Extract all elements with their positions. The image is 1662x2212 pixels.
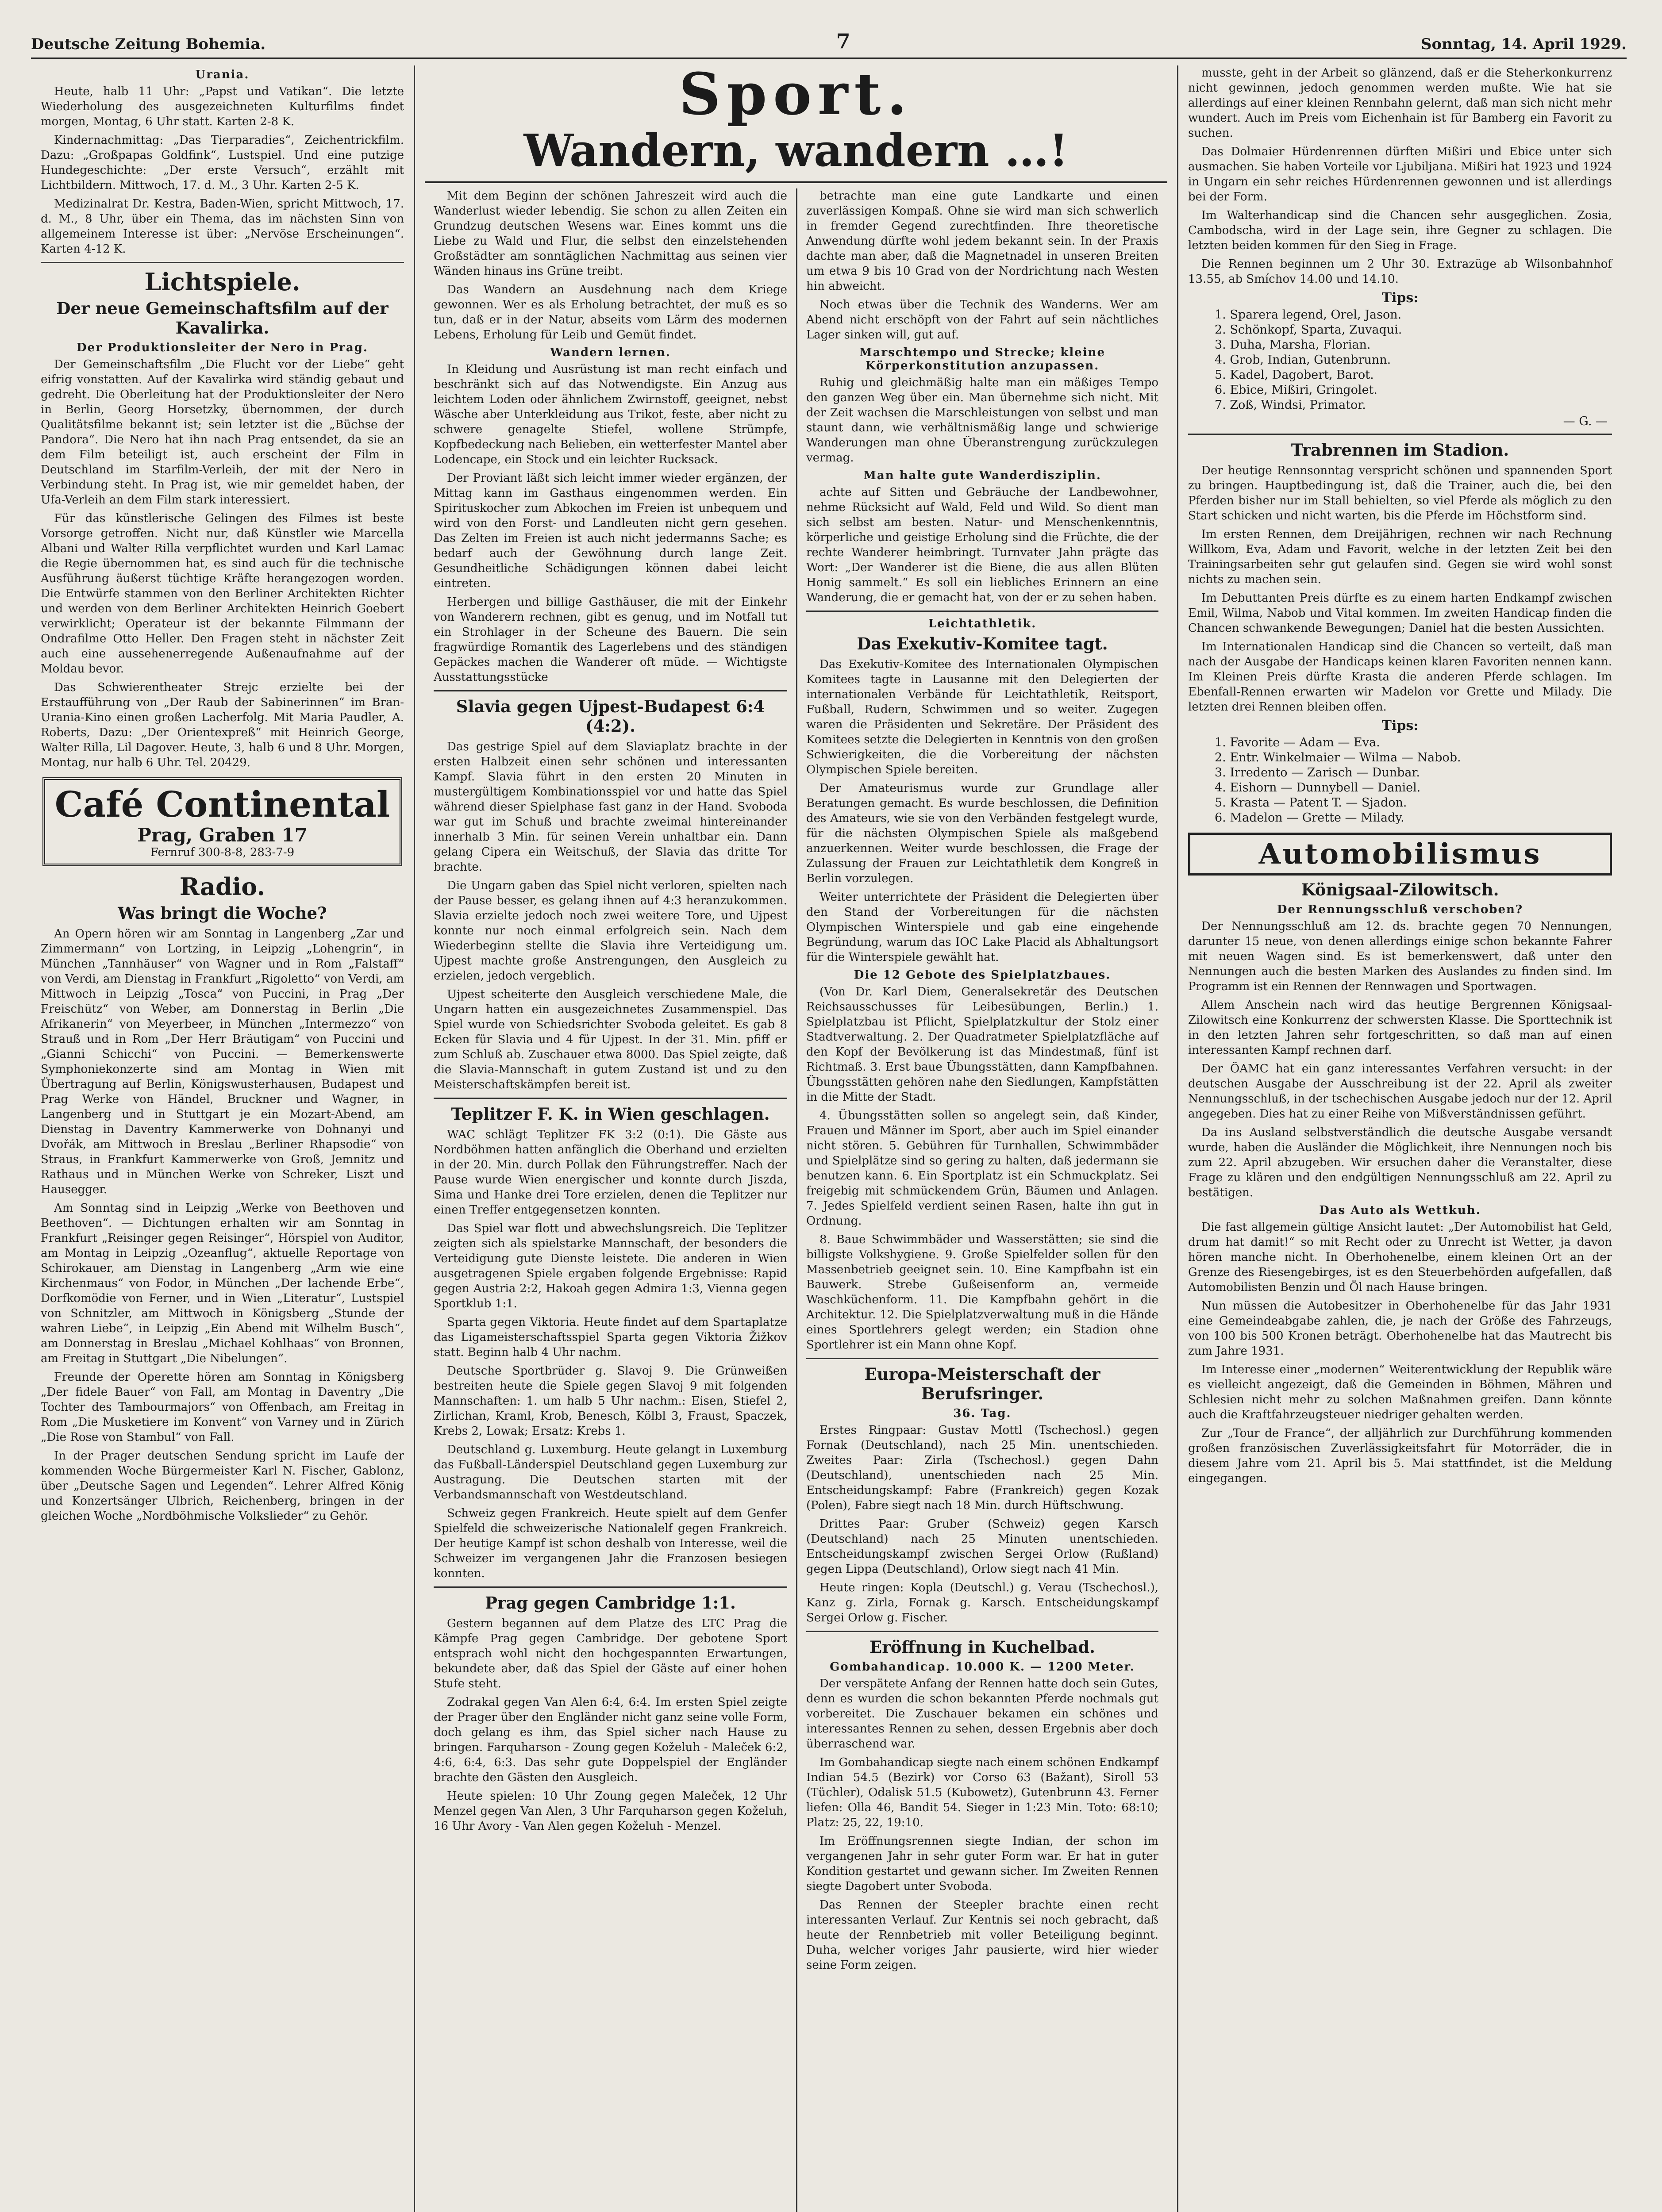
trab-p2: Im ersten Rennen, dem Dreijährigen, rechnen wir nach Rechnung Willkom, Eva, Adam und Favorit, welche in der letzten Zeit bei den Trainingsarbeiten sehr gut gelaufen sind. Gegen sie wird wohl sonst nichts zu machen sein. xyxy=(1188,528,1612,586)
sparta-p4: Schweiz gegen Frankreich. Heute spielt auf dem Genfer Spielfeld die schweizerische Nationalelf gegen Frankreich. Der heutige Kampf ist schon deshalb von Interesse, weil die Schweizer im vergangenen Jahr die Franzosen besiegen konnten. xyxy=(434,1507,787,1580)
lichtspiele-p1: Der Gemeinschaftsfilm „Die Flucht vor der Liebe“ geht eifrig vonstatten. Auf der Kavalirka wird ständig gebaut und gedreht. Die Oberleitung hat der Produktionsleiter der Nero in Berlin, Georg Horsetzky, übernommen, der durch Qualitätsfilme bekannt ist; sein letzter ist die „Büchse der Pandora“. Die Nero hat ihn nach Prag entsendet, da sie an dem Film beteiligt ist, auch erscheint der Film in Deutschland im Starfilm-Verleih, der mit der Nero in Verbindung steht. In Prag ist, wie mir gemeldet haben, der Ufa-Verleih an dem Film stark interessiert. xyxy=(41,358,404,507)
kuchelbad-p4: Das Rennen der Steepler brachte einen recht interessanten Verlauf. Zur Kentnis sei noch gebracht, daß heute der Rennbetrieb mit voller Beteiligung beginnt. Duha, welcher voriges Jahr pausierte, wird hier wieder seine Form zeigen. xyxy=(806,1898,1158,1972)
sport-headline: Wandern, wandern …! xyxy=(425,126,1167,183)
radio-p3: Freunde der Operette hören am Sonntag in Königsberg „Der fidele Bauer“ von Fall, am Montag in Daventry „Die Tochter des Tambourmajors“ von Offenbach, am Freitag in Rom „Die Musketiere im Konvent“ von Varney und in Zürich „Die Rose von Stambul“ von Fall. xyxy=(41,1371,404,1444)
intro-p4: Die Rennen beginnen um 2 Uhr 30. Extrazüge ab Wilsonbahnhof 13.55, ab Smíchov 14.00 und 14.10. xyxy=(1188,257,1612,286)
lichtspiele-title: Lichtspiele. xyxy=(144,268,300,296)
lichtspiele-p3: Das Schwierentheater Strejc erzielte bei der Erstaufführung von „Der Raub der Sabinerinnen“ im Bran-Urania-Kino einen großen Lacherfolg. Mit Maria Paudler, A. Roberts, Dazu: „Der Orientexpreß“ mit Heinrich George, Walter Rilla, Lil Dagover. Heute, 3, halb 6 und 8 Uhr. Morgen, Montag, nur halb 6 Uhr. Tel. 20429. xyxy=(41,681,404,769)
tip-item: 7. Zoß, Windsi, Primator. xyxy=(1215,398,1366,412)
spielplatz-title: Die 12 Gebote des Spielplatzbaues. xyxy=(854,968,1111,982)
tip-item: 6. Ebice, Mißiri, Gringolet. xyxy=(1215,383,1377,397)
sport-subcolumns xyxy=(425,188,1167,2212)
wandern-p5: Herbergen und billige Gasthäuser, die mit der Einkehr von Wanderern rechnen, gibt es genug, und im Notfall tut ein Strohlager in der Scheune des Bauern. Die sein fragwürdige Romantik des Lagerlebens und des ständigen Gepäckes machen die Wanderer oft müde. — Wichtigste Ausstattungsstücke xyxy=(434,595,787,684)
leichtathletik-p3: Weiter unterrichtete der Präsident die Delegierten über den Stand der Vorbereitungen für die nächsten Olympischen Winterspiele und gab eine eingehende Begründung, warum das IOC Lake Placid als Abhaltungsort für die Winterspiele gewählt hat. xyxy=(806,891,1158,964)
teplitz-title: Teplitzer F. K. in Wien geschlagen. xyxy=(451,1104,770,1124)
cambridge-title: Prag gegen Cambridge 1:1. xyxy=(485,1593,736,1613)
divider xyxy=(41,262,404,263)
lichtspiele-byline: Der Produktionsleiter der Nero in Prag. xyxy=(77,341,368,354)
tip-item: 1. Sparera legend, Orel, Jason. xyxy=(1215,308,1402,322)
radio-p1: An Opern hören wir am Sonntag in Langenberg „Zar und Zimmermann“ von Lortzing, in Leipzig „Lohengrin“, in München „Tannhäuser“ von Wagner und in Rom „Falstaff“ von Verdi, am Dienstag in Frankfurt „Rigoletto“ von Verdi, am Mittwoch in Leipzig „Tosca“ von Puccini, in Prag „Der Freischütz“ von Weber, am Donnerstag in Berlin „Die Afrikanerin“ von Meyerbeer, in München „Intermezzo“ von Strauß und in Rom „Der Herr Bräutigam“ von Puccini und „Gianni Schicchi“ von Puccini. — Bemerkenswerte Symphoniekonzerte sind am Montag in Wien mit Übertragung auf Berlin, Königswusterhausen, Budapest und Prag Werke von Händel, Bruckner und Wagner, in Langenberg und in Stuttgart je ein Mozart-Abend, am Dienstag in Daventry Kammerwerke von Dohnanyi und Dvořák, am Mittwoch in Breslau „Berliner Rhapsodie“ von Straus, in Frankfurt Kammerwerke von Groß, Jemnitz und Rathaus und in München Werke von Schreker, Liszt und Hausegger. xyxy=(41,927,404,1196)
divider xyxy=(434,690,787,691)
teplitz-p1: WAC schlägt Teplitzer FK 3:2 (0:1). Die Gäste aus Nordböhmen hatten anfänglich die Oberhand und erzielten in der 20. Min. durch Pollak den Führungstreffer. Nach der Pause wurde Wien energischer und konnte durch Jiszda, Sima und Hanke drei Tore erzielen, denen die Teplitzer nur einen Treffer entgegensetzen konnten. xyxy=(434,1128,787,1217)
tip-item: 3. Irredento — Zarisch — Dunbar. xyxy=(1215,766,1420,780)
radio-p2: Am Sonntag sind in Leipzig „Werke von Beethoven und Beethoven“. — Dichtungen erhalten wir am Sonntag in Frankfurt „Reisinger gegen Reisinger“, Hörspiel von Auditor, am Montag in Leipzig „Ozeanflug“, aktuelle Reportage von Schirokauer, am Dienstag in Langenberg „Arm wie eine Kirchenmaus“ von Fodor, in München „Der lachende Erbe“, Dorfkomödie von Ferner, und in Wien „Literatur“, Lustspiel von Schnitzler, am Mittwoch in Königsberg „Stunde der wahren Liebe“, in Leipzig „Ein Abend mit Wilhelm Busch“, am Donnerstag in Breslau „Michael Kohlhaas“ von Bronnen, am Freitag in Stuttgart „Die Nibelungen“. xyxy=(41,1202,404,1365)
wandern-sub2: Marschtempo und Strecke; kleine Körperkonstitution anzupassen. xyxy=(859,346,1106,373)
slavia-p1: Das gestrige Spiel auf dem Slaviaplatz brachte in der ersten Halbzeit einen sehr schönen und interessanten Kampf. Slavia führt in den ersten 20 Minuten in mustergültigem Kombinationsspiel vor und hatte das Spiel während dieser Spielphase fast ganz in der Hand. Svoboda war gut im Schuß und brachte zweimal hintereinander innerhalb 3 Min. für seinen Verein unhaltbar ein. Dann gelang Cipera ein Weitschuß, der Slavia das dritte Tor brachte. xyxy=(434,740,787,874)
automobil-p1: Der Nennungsschluß am 12. ds. brachte gegen 70 Nennungen, darunter 15 neue, von denen allerdings einige schon bekannte Fahrer mit neuen Wagen sind. Es ist bemerkenswert, daß unter den Nennungen auch die besten Marken des Auslandes zu finden sind. Im Programm ist ein Rennen der Rennwagen und Sportwagen. xyxy=(1188,920,1612,993)
masthead-left: Deutsche Zeitung Bohemia. xyxy=(31,35,266,53)
sport-column xyxy=(414,65,1177,2212)
tip-item: 2. Entr. Winkelmaier — Wilma — Nabob. xyxy=(1215,751,1461,764)
automobil-p2: Allem Anschein nach wird das heutige Bergrennen Königsaal-Zilowitsch eine Konkurrenz der schwersten Klasse. Die Sporttechnik ist in den letzten Jahren sehr fortgeschritten, so daß man auf einen interessanten Kampf rechnen darf. xyxy=(1188,998,1612,1057)
sport-left-subcolumn xyxy=(425,188,796,2212)
cambridge-p3: Heute spielen: 10 Uhr Zoung gegen Maleček, 12 Uhr Menzel gegen Van Alen, 3 Uhr Farquharson gegen Koželuh, 16 Uhr Avory - Van Alen gegen Koželuh - Menzel. xyxy=(434,1790,787,1833)
wandern-p9: achte auf Sitten und Gebräuche der Landbewohner, nehme Rücksicht auf Wald, Feld und Wild. So dient man sich selbst am besten. Natur- und Menschenkenntnis, körperliche und geistige Erholung sind die Früchte, die der rechte Wanderer heimbringt. Turnvater Jahn prägte das Wort: „Der Wanderer ist die Biene, die aus allen Blüten Honig sammelt.“ Es soll ein liebliches Erinnern an eine Wanderung, die er gemacht hat, von der er zu sehen haben. xyxy=(806,486,1158,604)
divider xyxy=(434,1586,787,1588)
motorrad-title: Das Auto als Wettkuh. xyxy=(1319,1204,1481,1217)
urania-p1: Heute, halb 11 Uhr: „Papst und Vatikan“. Die letzte Wiederholung des ausgezeichneten Kulturfilms findet morgen, Montag, 6 Uhr statt. Karten 2-8 K. xyxy=(41,85,404,128)
wandern-p8: Ruhig und gleichmäßig halte man ein mäßiges Tempo den ganzen Weg über ein. Man übernehme sich nicht. Mit der Zeit wachsen die Marschleistungen von selbst und man staunt dann, wie verhältnismäßig lange und schwierige Wanderungen man ohne Überanstrengung zurückzulegen vermag. xyxy=(806,376,1158,465)
urania-p2: Kindernachmittag: „Das Tierparadies“, Zeichentrickfilm. Dazu: „Großpapas Goldfink“, Lustspiel. Und eine putzige Hundegeschichte: „Der erste Versuch“, erzählt mit Lichtbildern. Mittwoch, 17. d. M., 3 Uhr. Karten 2-5 K. xyxy=(41,134,404,192)
intro-p2: Das Dolmaier Hürdenrennen dürften Mißiri und Ebice unter sich ausmachen. Sie haben Vorteile vor Ljubiljana. Mißiri hat 1923 und 1924 in Ungarn ein sehr reiches Hürdenrennen gewonnen und ist allerdings bei der Form. xyxy=(1188,145,1612,204)
ad-name: Café Continental xyxy=(54,783,390,825)
automobil-p4: Da ins Ausland selbstverständlich die deutsche Ausgabe versandt wurde, haben die Ausländer die Möglichkeit, ihre Nennungen noch bis zum 22. April abzugeben. Wir ersuchen daher die Veranstalter, diese Frage zu klären und den endgültigen Nennungsschluß am 22. April zu bestätigen. xyxy=(1188,1126,1612,1199)
winner-tips-title: Tips: xyxy=(1381,718,1419,733)
tips-list xyxy=(1215,307,1612,413)
ringer-p3: Heute ringen: Kopla (Deutschl.) g. Verau (Tschechosl.), Kanz g. Zirla, Fornak g. Karsch. Entscheidungskampf Sergei Orlow g. Fischer. xyxy=(806,1581,1158,1624)
left-column xyxy=(31,65,414,2212)
wandern-p6: betrachte man eine gute Landkarte und einen zuverlässigen Kompaß. Ohne sie wird man sich schwerlich in fremder Gegend zurechtfinden. Ihre theoretische Anwendung dürfte wohl jedem bekannt sein. In der Praxis dachte man aber, daß die Magnetnadel in unseren Breiten um etwa 9 bis 10 Grad von der Nordrichtung nach Westen hin abweicht. xyxy=(806,189,1158,293)
wandern-p3: In Kleidung und Ausrüstung ist man recht einfach und beschränkt sich auf das Notwendigste. Ein Anzug aus leichtem Loden oder ähnlichem Zwirnstoff, geeignet, nebst Wäsche aber Unterkleidung aus Trikot, feste, aber nicht zu schwere genagelte Stiefel, wollene Strümpfe, Kopfbedeckung nach Belieben, ein wetterfester Mantel aber Lodencape, ein Stock und ein leichter Rucksack. xyxy=(434,363,787,466)
tips-signature: — G. — xyxy=(1563,415,1608,428)
slavia-p3: Ujpest scheiterte den Ausgleich verschiedene Male, die Ungarn hatten ein ausgezeichnetes Zusammenspiel. Das Spiel wurde von Schiedsrichter Svoboda geleitet. Es gab 8 Ecken für Slavia und 4 für Ujpest. In der 31. Min. pfiff er zum Schluß ab. Zuschauer etwa 8000. Das Spiel zeigte, daß die Slavia-Mannschaft in gutem Zustand ist und zu den Meisterschaftskämpfen bereit ist. xyxy=(434,988,787,1091)
sparta-p1: Sparta gegen Viktoria. Heute findet auf dem Spartaplatze das Ligameisterschaftsspiel Sparta gegen Viktoria Žižkov statt. Beginn halb 4 Uhr nachm. xyxy=(434,1316,787,1359)
slavia-p2: Die Ungarn gaben das Spiel nicht verloren, spielten nach der Pause besser, es gelang ihnen auf 4:3 heranzukommen. Slavia erzielte jedoch noch zwei weitere Tore, und Ujpest konnte nur noch einmal erfolgreich sein. Nach dem Wiederbeginn stellte die Slavia ihre Verteidigung um. Ujpest machte große Anstrengungen, den Ausgleich zu erzielen, jedoch vergeblich. xyxy=(434,879,787,983)
tips-title: Tips: xyxy=(1381,290,1419,306)
spielplatz-p2: 4. Übungsstätten sollen so angelegt sein, daß Kinder, Frauen und Männer im Sport, aber auch im Spiel einander nicht stören. 5. Gebühren für Turnhallen, Schwimmbäder und Spielplätze sind so gering zu halten, daß jedermann sie benutzen kann. 6. Ein Sportplatz ist ein Schmuckplatz. Sei freigebig mit schmückendem Grün, Bäumen und Anlagen. 7. Jedes Spielfeld verdient seinen Rasen, halte ihn gut in Ordnung. xyxy=(806,1109,1158,1228)
tip-item: 6. Madelon — Grette — Milady. xyxy=(1215,811,1404,825)
spielplatz-p3: 8. Baue Schwimmbäder und Wasserstätten; sie sind die billigste Volkshygiene. 9. Große Spielfelder sollen für den Massenbetrieb geeignet sein. 10. Eine Kampfbahn ist ein Bauwerk. Strebe Gußeisenform an, vermeide Waschküchenform. 11. Die Kampfbahn gehört in die Architektur. 12. Die Spielplatzverwaltung muß in die Hände eines Sportlehrers gelegt werden; ein Stadion ohne Sportlehrer ist ein Mann ohne Kopf. xyxy=(806,1233,1158,1352)
leichtathletik-p2: Der Amateurismus wurde zur Grundlage aller Beratungen gemacht. Es wurde beschlossen, die Definition des Amateurs, wie sie von den Verbänden festgelegt wurde, für die nächsten Olympischen Spiele als maßgebend anzuerkennen. Weiter wurde beschlossen, die Frage der Zulassung der Frauen zur Leichtathletik dem Kongreß in Berlin vorzulegen. xyxy=(806,782,1158,885)
trab-p3: Im Debuttanten Preis dürfte es zu einem harten Endkampf zwischen Emil, Wilma, Nabob und Vital kommen. Im zweiten Handicap finden die Chancen schwankende Bewegungen; Daniel hat die besten Aussichten. xyxy=(1188,591,1612,635)
kuchelbad-p3: Im Eröffnungsrennen siegte Indian, der schon im vergangenen Jahr in sehr guter Form war. Er hat in guter Kondition gestartet und gewann sicher. Im Zweiten Rennen siegte Dagobert unter Svoboda. xyxy=(806,1835,1158,1893)
cambridge-p1: Gestern begannen auf dem Platze des LTC Prag die Kämpfe Prag gegen Cambridge. Der gebotene Sport entsprach wohl nicht den hochgespannten Erwartungen, bekundete aber, daß das Spiel der Gäste auf einer hohen Stufe steht. xyxy=(434,1617,787,1690)
kuchelbad-title: Eröffnung in Kuchelbad. xyxy=(869,1637,1095,1657)
leichtathletik-subtitle: Das Exekutiv-Komitee tagt. xyxy=(857,634,1108,653)
divider xyxy=(1188,434,1612,435)
tip-item: 3. Duha, Marsha, Florian. xyxy=(1215,338,1371,352)
motorrad-p3: Im Interesse einer „modernen“ Weiterentwicklung der Republik wäre es vielleicht angezeigt, daß die Gemeinden in Böhmen, Mähren und Schlesien nicht mehr zu solchen Maßnahmen greifen. Dann könnte auch die Kraftfahrzeugsteuer niedriger gehalten werden. xyxy=(1188,1363,1612,1421)
motorrad-p2: Nun müssen die Autobesitzer in Oberhohenelbe für das Jahr 1931 eine Gemeindeabgabe zahlen, die, je nach der Größe des Fahrzeugs, von 100 bis 500 Kronen beträgt. Oberhohenelbe hat das Mautrecht bis zum Jahre 1931. xyxy=(1188,1299,1612,1358)
kuchelbad-p2: Im Gombahandicap siegte nach einem schönen Endkampf Indian 54.5 (Bezirk) vor Corso 63 (Bažant), Siroll 53 (Tüchler), Odalisk 51.5 (Kubowetz), Gutenbrunn 43. Ferner liefen: Olla 46, Bandit 54. Sieger in 1:23 Min. Toto: 68:10; Platz: 25, 22, 19:10. xyxy=(806,1756,1158,1829)
tip-item: 5. Krasta — Patent T. — Sjadon. xyxy=(1215,796,1407,810)
ringer-day: 36. Tag. xyxy=(953,1407,1012,1420)
motorrad-p1: Die fast allgemein gültige Ansicht lautet: „Der Automobilist hat Geld, drum hat damit!“ so mit Recht oder zu Unrecht ist Wetter, ja davon hören manche nicht. In Oberhohenelbe, einem kleinen Ort an der Grenze des Riesengebirges, ist es den Steuerbehörden aufgefallen, daß Automobilisten Benzin und Öl nach Hause bringen. xyxy=(1188,1221,1612,1294)
wandern-p1: Mit dem Beginn der schönen Jahreszeit wird auch die Wanderlust wieder lebendig. Sie schon zu allen Zeiten ein Grundzug deutschen Wesens war. Eines kommt uns die Liebe zu Wald und Flur, die selbst den einzelstehenden Großstädter am sonntäglichen Nachmittag aus seinen vier Wänden hinaus ins Grüne treibt. xyxy=(434,189,787,278)
kuchelbad-p1: Der verspätete Anfang der Rennen hatte doch sein Gutes, denn es wurden die schon bekannten Pferde nochmals gut vorbereitet. Die Zuschauer bekamen ein schönes und interessantes Rennen zu sehen, dessen Ergebnis aber doch überraschend war. xyxy=(806,1677,1158,1751)
automobil-subtitle: Der Rennungsschluß verschoben? xyxy=(1277,903,1524,916)
tip-item: 4. Grob, Indian, Gutenbrunn. xyxy=(1215,353,1391,367)
radio-title: Radio. xyxy=(179,872,265,901)
lichtspiele-p2: Für das künstlerische Gelingen des Filmes ist beste Vorsorge getroffen. Nicht nur, daß Künstler wie Marcella Albani und Walter Rilla verpflichtet wurden und Karl Lamac die Regie übernommen hat, es sind auch für die technische Ausführung äußerst tüchtige Kräfte herangezogen worden. Die Entwürfe stammen von den Berliner Architekten Richter und werden von dem Berliner Architekten Heinrich Goebert verwirklicht; Operateur ist der bekannte Filmmann der Ondrafilme Otto Heller. Den Fragen steht in nächster Zeit auch eine aussehenerregende Außenaufnahme auf der Moldau bevor. xyxy=(41,512,404,676)
urania-title: Urania. xyxy=(195,68,250,81)
urania-p3: Medizinalrat Dr. Kestra, Baden-Wien, spricht Mittwoch, 17. d. M., 8 Uhr, über ein Thema, das im nächsten Sinn von allgemeinem Interesse ist über: „Nervöse Erscheinungen“. Karten 4-12 K. xyxy=(41,197,404,256)
sport-right-subcolumn xyxy=(796,188,1167,2212)
wandern-p2: Das Wandern an Ausdehnung nach dem Kriege gewonnen. Wer es als Erholung betrachtet, der muß es so tun, daß er in der Natur, abseits vom Lärm des modernen Lebens, Erholung für Leib und Gemüt findet. xyxy=(434,283,787,342)
radio-p4: In der Prager deutschen Sendung spricht im Laufe der kommenden Woche Bürgermeister Karl N. Fischer, Gablonz, über „Deutsche Sagen und Legenden“. Lehrer Alfred König und Konzertsänger Ulbrich, Reichenberg, bringen in der gleichen Woche „Nordböhmische Volkslieder“ zu Gehör. xyxy=(41,1449,404,1523)
tip-item: 5. Kadel, Dagobert, Barot. xyxy=(1215,368,1374,382)
cafe-continental-ad xyxy=(42,777,402,866)
trab-title: Trabrennen im Stadion. xyxy=(1291,440,1509,460)
leichtathletik-p1: Das Exekutiv-Komitee des Internationalen Olympischen Komitees tagte in Lausanne mit den Delegierten der internationalen Verbände für Leichtathletik, Reitsport, Fußball, Rudern, Schwimmen und so weiter. Zugegen waren die Präsidenten und Sekretäre. Der Präsident des Komitees setzte die Delegierten in Kenntnis von den großen Schwierigkeiten, die die Vorbereitung der nächsten Olympischen Spiele bereiten. xyxy=(806,658,1158,776)
spielplatz-p1: (Von Dr. Karl Diem, Generalsekretär des Deutschen Reichsausschusses für Leibesübungen, Berlin.) 1. Spielplatzbau ist Pflicht, Spielplatzkultur der Stolz einer Stadtverwaltung. 2. Der Quadratmeter Spielplatzfläche auf den Kopf der Bevölkerung ist das Mindestmaß, fünf ist Richtmaß. 3. Erst baue Übungsstätten, dann Kampfbahnen. Übungsstätten gehören nahe den Siedlungen, Kampfstätten in die Mitte der Stadt. xyxy=(806,985,1158,1104)
right-column xyxy=(1177,65,1622,2212)
tip-item: 2. Schönkopf, Sparta, Zuvaqui. xyxy=(1215,323,1402,337)
lichtspiele-subtitle: Der neue Gemeinschaftsfilm auf der Kavalirka. xyxy=(56,299,389,338)
divider xyxy=(806,611,1158,612)
divider xyxy=(806,1358,1158,1359)
trab-p4: Im Internationalen Handicap sind die Chancen so verteilt, daß man nach der Ausgabe der Handicaps keinen klaren Favoriten nennen kann. Im Kleinen Preis dürfte Krasta die anderen Pferde schlagen. Im Ebenfall-Rennen erwarten wir Madelon vor Grette und Milady. Die letzten drei Rennen bleiben offen. xyxy=(1188,640,1612,714)
intro-p3: Im Walterhandicap sind die Chancen sehr ausgeglichen. Zosia, Cambodscha, wird in der Lage sein, ihre Gegner zu schlagen. Die letzten beiden kommen für den Sieg in Frage. xyxy=(1188,209,1612,252)
masthead xyxy=(31,27,1627,59)
columns xyxy=(31,65,1627,2212)
trab-p1: Der heutige Rennsonntag verspricht schönen und spannenden Sport zu bringen. Hauptbedingung ist, daß die Trainer, auch die, bei den Pferden bisher nur im Stall behielten, so viel Pferde als möglich zu den Start schicken und nicht warten, bis die Pferde im Höchstform sind. xyxy=(1188,464,1612,522)
sparta-p3: Deutschland g. Luxemburg. Heute gelangt in Luxemburg das Fußball-Länderspiel Deutschland gegen Luxemburg zur Austragung. Die Deutschen starten mit der Verbandsmannschaft von Westdeutschland. xyxy=(434,1443,787,1502)
winner-tips-list xyxy=(1215,735,1612,826)
ringer-p1: Erstes Ringpaar: Gustav Mottl (Tschechosl.) gegen Fornak (Deutschland), nach 25 Min. unentschieden. Zweites Paar: Zirla (Tschechosl.) gegen Dahn (Deutschland), unentschieden nach 25 Min. Entscheidungskampf: Fabre (Frankreich) gegen Kozak (Polen), Fabre siegt nach 18 Min. durch Hüftschwung. xyxy=(806,1424,1158,1512)
wandern-sub3: Man halte gute Wanderdisziplin. xyxy=(863,469,1101,482)
sport-banner: Sport. xyxy=(679,65,913,128)
tip-item: 4. Eishorn — Dunnybell — Daniel. xyxy=(1215,781,1421,795)
automobil-title: Königsaal-Zilowitsch. xyxy=(1301,880,1499,899)
radio-subtitle: Was bringt die Woche? xyxy=(118,903,327,923)
ad-address: Prag, Graben 17 xyxy=(137,824,308,846)
ringer-p2: Drittes Paar: Gruber (Schweiz) gegen Karsch (Deutschland) nach 25 Minuten unentschieden. Entscheidungskampf zwischen Sergei Orlow (Rußland) gegen Lippa (Deutschland), Orlow siegt nach 41 Min. xyxy=(806,1517,1158,1576)
automobilismus-banner: Automobilismus xyxy=(1188,833,1612,876)
teplitz-p2: Das Spiel war flott und abwechslungsreich. Die Teplitzer zeigten sich als spielstarke Mannschaft, der besonders die Verteidigung gute Dienste leistete. Die anderen in Wien ausgetragenen Spiele ergaben folgende Ergebnisse: Rapid gegen Austria 2:2, Hakoah gegen Admira 1:3, Vienna gegen Sportklub 1:1. xyxy=(434,1222,787,1310)
intro-p1: musste, geht in der Arbeit so glänzend, daß er die Steherkonkurrenz nicht gewinnen, jedoch genommen werden mußte. Wie hat sie allerdings auf einer kleinen Rennbahn gelernt, daß man sich nicht mehr wundert. Auch im Preis vom Eichenhain ist für Bamberg ein Favorit zu suchen. xyxy=(1188,66,1612,140)
automobil-p3: Der ÖAMC hat ein ganz interessantes Verfahren versucht: in der deutschen Ausgabe der Ausschreibung ist der 22. April als zweiter Nennungsschluß, in der tschechischen Ausgabe jedoch nur der 12. April angegeben. Dies hat zu einer Reihe von Mißverständnissen geführt. xyxy=(1188,1062,1612,1121)
tip-item: 1. Favorite — Adam — Eva. xyxy=(1215,736,1380,749)
motorrad-p4: Zur „Tour de France“, der alljährlich zur Durchführung kommenden großen französischen Zuverlässigkeitsfahrt für Motorräder, die in diesem Jahre vom 21. April bis 5. Mai stattfindet, ist die Meldung eingegangen. xyxy=(1188,1427,1612,1485)
slavia-title: Slavia gegen Ujpest-Budapest 6:4 (4:2). xyxy=(456,697,765,736)
page-number: 7 xyxy=(836,29,850,53)
divider xyxy=(806,1631,1158,1632)
kuchelbad-race: Gombahandicap. 10.000 K. — 1200 Meter. xyxy=(830,1660,1135,1674)
ringer-title: Europa-Meisterschaft der Berufsringer. xyxy=(864,1364,1100,1403)
divider xyxy=(434,1098,787,1099)
wandern-p4: Der Proviant läßt sich leicht immer wieder ergänzen, der Mittag kann im Gasthaus eingenommen werden. Ein Spirituskocher zum Abkochen im Freien ist unbequem und wird von den Forst- und Landleuten nicht gern gesehen. Das Zelten im Freien ist auch nicht jedermanns Sache; es bedarf auch der Gewöhnung durch lange Zeit. Gesundheitliche Schädigungen können dabei leicht eintreten. xyxy=(434,472,787,590)
ad-phone: Fernruf 300-8-8, 283-7-9 xyxy=(150,846,295,859)
leichtathletik-title: Leichtathletik. xyxy=(928,617,1037,630)
cambridge-p2: Zodrakal gegen Van Alen 6:4, 6:4. Im ersten Spiel zeigte der Prager über den Engländer nicht ganz seine volle Form, doch gelang es ihm, das Spiel sicher nach Hause zu bringen. Farquharson - Zoung gegen Koželuh - Maleček 6:2, 4:6, 6:4, 6:3. Das sehr gute Doppelspiel der Engländer brachte den Gästen den Ausgleich. xyxy=(434,1696,787,1784)
wandern-p7: Noch etwas über die Technik des Wanderns. Wer am Abend nicht erschöpft von der Fahrt auf sein nächtliches Lager sinken will, gut auf. xyxy=(806,298,1158,342)
masthead-date: Sonntag, 14. April 1929. xyxy=(1420,35,1627,53)
sparta-p2: Deutsche Sportbrüder g. Slavoj 9. Die Grünweißen bestreiten heute die Spiele gegen Slavoj 9 mit folgenden Mannschaften: 1. um halb 5 Uhr nachm.: Eisen, Stiefel 2, Zirlichan, Kraml, Krob, Benesch, Kölbl 3, Fraust, Spaczek, Krebs 2, Lowak; Ersatz: Krebs 1. xyxy=(434,1364,787,1438)
wandern-sub1: Wandern lernen. xyxy=(550,346,671,359)
